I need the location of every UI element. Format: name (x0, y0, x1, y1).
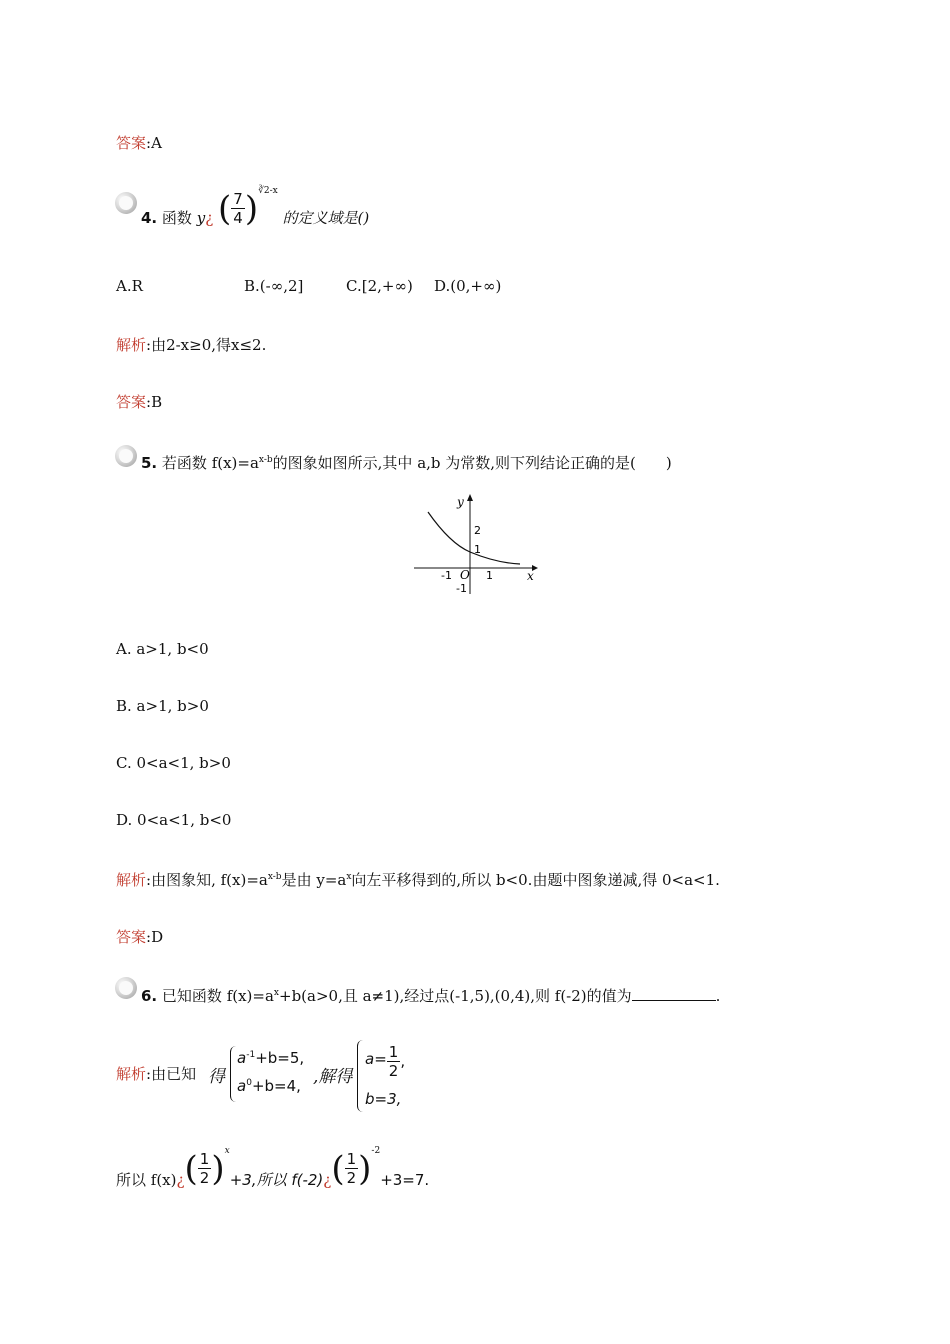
var-y: y (196, 208, 206, 227)
answer-value: :D (146, 928, 164, 946)
y-axis-arrow-icon (467, 494, 473, 501)
question-4-stem (141, 185, 370, 238)
answer-blank (632, 986, 716, 1001)
left-brace (230, 1046, 237, 1102)
option-a: A. a>1, b<0 (116, 640, 209, 658)
question-5-stem (141, 452, 672, 473)
stem-rest: +b(a>0,且 a≠1),经过点(-1,5),(0,4),则 f(-2)的值为 (279, 987, 632, 1005)
stem-exponent: x-b (258, 455, 273, 465)
stem-exponent: x (273, 988, 279, 998)
option-c: C. 0<a<1, b>0 (116, 754, 231, 772)
tick-y-2: 2 (474, 524, 481, 537)
right-paren: ) (244, 188, 259, 229)
question-number: 6. (141, 987, 158, 1005)
garbled-char: ¿ (323, 1170, 332, 1189)
fraction-1-2: $\frac{1}{2}$ (199, 1150, 210, 1187)
tick-x-neg1: -1 (441, 569, 452, 582)
garbled-char: ¿ (176, 1170, 185, 1189)
answer-label: 答案 (116, 928, 147, 946)
answer-line (116, 926, 163, 947)
question-number: 4. (141, 208, 158, 227)
final-prefix: 所以 f(x) (116, 1170, 177, 1189)
stem-suffix: 的定义域是() (282, 208, 370, 227)
tick-y-neg1: -1 (456, 582, 467, 595)
option-b: B. a>1, b>0 (116, 697, 209, 715)
analysis-exponent: x (346, 872, 352, 882)
y-axis-label: y (457, 495, 464, 509)
option-d: D. 0<a<1, b<0 (116, 811, 232, 829)
garbled-char: ¿ (205, 208, 214, 227)
option-a: A.R (116, 277, 143, 295)
analysis-text: :由图象知, f(x)=a (146, 871, 268, 889)
question-6-stem (141, 985, 720, 1006)
fraction-7-4: $\frac{7}{4}$ (233, 190, 243, 227)
solution-a: a= $\frac{1}{2}$ , (365, 1043, 406, 1080)
final-line: 所以 f(x)¿( $\frac{1}{2}$ )$^x$+3,所以 f(-2)¿( $\frac{1}{2}$ )$^{-2}$+3=7. (116, 1145, 430, 1189)
equation-1: $a^{-1}+b=5$, (237, 1049, 305, 1067)
option-b: B.(-∞,2] (244, 277, 304, 295)
analysis-line (116, 869, 720, 890)
final-end: +3=7. (380, 1170, 430, 1189)
solution-b: b=3, (365, 1090, 402, 1108)
stem-text: 已知函数 f(x)=a (161, 987, 274, 1005)
question-bullet-icon (115, 977, 137, 999)
analysis-line (116, 334, 266, 355)
answer-label: 答案 (116, 134, 147, 152)
equation-2: $a^0+b=4$, (237, 1077, 301, 1095)
answer-label: 答案 (116, 393, 147, 411)
tick-y-1: 1 (474, 543, 481, 556)
final-mid: +3,所以 f(-2) (229, 1170, 324, 1189)
question-bullet-icon (115, 445, 137, 467)
fraction-1-2: $\frac{1}{2}$ (346, 1150, 357, 1187)
exponent-root: ∛2-x (258, 185, 278, 196)
tick-x-1: 1 (486, 569, 493, 582)
analysis-rest: 向左平移得到的,所以 b<0.由题中图象递减,得 0<a<1. (351, 871, 720, 889)
analysis-prefix: :由已知 (146, 1065, 197, 1083)
fraction-1-2: $\frac{1}{2}$ (388, 1043, 399, 1080)
analysis-label: 解析 (116, 1065, 147, 1083)
question-number: 5. (141, 454, 158, 472)
origin-label: O (460, 568, 470, 582)
left-paren: ( (218, 188, 232, 229)
function-graph (410, 490, 540, 598)
decreasing-curve (428, 512, 520, 564)
analysis-label: 解析 (116, 336, 147, 354)
analysis-label: 解析 (116, 871, 147, 889)
stem-text: 函数 (161, 208, 192, 227)
stem-rest: 的图象如图所示,其中 a,b 为常数,则下列结论正确的是( ) (272, 454, 672, 472)
answer-line (116, 391, 162, 412)
stem-text: 若函数 f(x)=a (161, 454, 259, 472)
option-d: D.(0,+∞) (434, 277, 502, 295)
de-char: 得 (208, 1067, 225, 1087)
analysis-exponent: x-b (267, 872, 282, 882)
answer-value: :A (146, 134, 162, 152)
jiede-text: ,解得 (313, 1067, 353, 1087)
left-brace (357, 1040, 364, 1112)
answer-value: :B (146, 393, 163, 411)
question-bullet-icon (115, 192, 137, 214)
answer-line (116, 132, 162, 153)
option-c: C.[2,+∞) (346, 277, 413, 295)
analysis-text: :由2-x≥0,得x≤2. (146, 336, 267, 354)
stem-end: . (715, 987, 721, 1005)
analysis-label-line (116, 1063, 196, 1084)
x-axis-label: x (527, 569, 534, 583)
analysis-mid: 是由 y=a (281, 871, 347, 889)
